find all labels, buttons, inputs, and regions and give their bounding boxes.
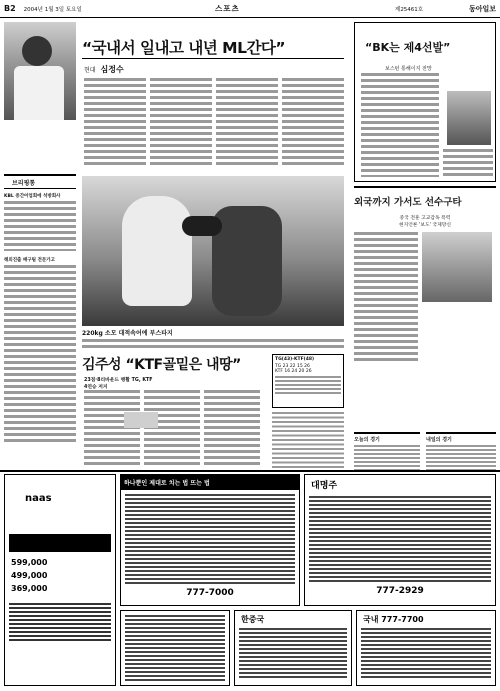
column-body <box>361 73 439 177</box>
ad-left-price-2: 499,000 <box>11 571 48 580</box>
headline-rule <box>82 58 344 59</box>
score-row-2: KTF 16 24 20 26 <box>275 369 312 374</box>
byline <box>84 64 124 75</box>
standings-table <box>272 412 344 468</box>
main-story-body <box>84 78 346 168</box>
right-story <box>354 186 496 430</box>
column-box <box>354 22 496 182</box>
second-story-body <box>84 390 264 466</box>
second-story-logo <box>124 412 158 428</box>
issue-number: 제25461호 <box>395 6 424 13</box>
briefing-heading: 브리핑통 <box>4 174 76 189</box>
right-story-sub1: 중국 전훈 고교감독 폭력 <box>399 216 451 221</box>
score-box <box>272 354 344 408</box>
section-title: 스포츠 <box>215 4 240 13</box>
ad-left-price-3: 369,000 <box>11 584 48 593</box>
paper-logo: 동아일보 <box>468 4 496 13</box>
boxing-photo <box>82 176 344 326</box>
briefing-item-1: KBL 중간어업회에 석방회사 <box>4 194 61 199</box>
ad-center-title: 하나뿐인 제대로 치는 법 뜨는 법 <box>121 475 299 490</box>
page-header <box>0 0 500 18</box>
right-story-sub2: 현지언론 '보도' 국제망신 <box>398 223 452 228</box>
score-row-1: TG 23 22 15 26 <box>275 364 310 369</box>
ad-right-phone: 777-2929 <box>376 586 424 596</box>
main-headline: “국내서 일내고 내년 ML간다” <box>82 39 286 57</box>
column-author-photo <box>447 91 491 145</box>
boxing-caption <box>82 328 344 348</box>
second-kicker: 23점·8리바운드 맹활 TG, KTF 4연승 저지 <box>84 378 153 390</box>
column-headline: “BK는 제4선발” <box>365 41 451 54</box>
ad-bottom-right <box>356 610 496 686</box>
score-title: TG(43)-KTF(48) <box>275 357 315 362</box>
today-games-title: 오늘의 경기 <box>354 437 380 443</box>
right-story-headline: 외국까지 가서도 선수구타 <box>354 186 496 208</box>
ad-right <box>304 474 496 606</box>
briefing-item-2: 해외진출 배구팀 전문가고 <box>4 258 55 263</box>
boxing-caption-title: 220kg 소모 대적속어에 부스타지 <box>82 330 173 337</box>
ad-bottom-mid-title: 한중국 <box>241 615 265 624</box>
second-headline: 김주성 “KTF골밑은 내땅” <box>82 357 241 373</box>
today-games-box <box>354 432 420 472</box>
ad-bottom-left <box>120 610 230 686</box>
page-number: B2 <box>4 4 16 13</box>
ad-bottom-mid <box>234 610 352 686</box>
tomorrow-games-box <box>426 432 496 472</box>
ad-left-brand: naas <box>25 493 52 504</box>
ad-center-phone: 777-7000 <box>186 588 234 598</box>
page-date: 2004년 1월 3일 토요일 <box>23 6 82 13</box>
ad-bottom-right-title: 국내 777-7700 <box>363 615 424 624</box>
tomorrow-games-title: 내일의 경기 <box>426 437 452 443</box>
column-subhead: 보스턴 통해이지 전망 <box>385 66 432 72</box>
ad-right-title: 대명주 <box>311 481 338 491</box>
byline-label: 현대 <box>84 67 96 74</box>
baseball-player-photo <box>4 22 76 120</box>
right-story-photo <box>422 232 492 302</box>
ad-left <box>4 474 116 686</box>
ad-center <box>120 474 300 606</box>
byline-name: 심정수 <box>100 65 124 74</box>
ad-left-price-1: 599,000 <box>11 558 48 567</box>
